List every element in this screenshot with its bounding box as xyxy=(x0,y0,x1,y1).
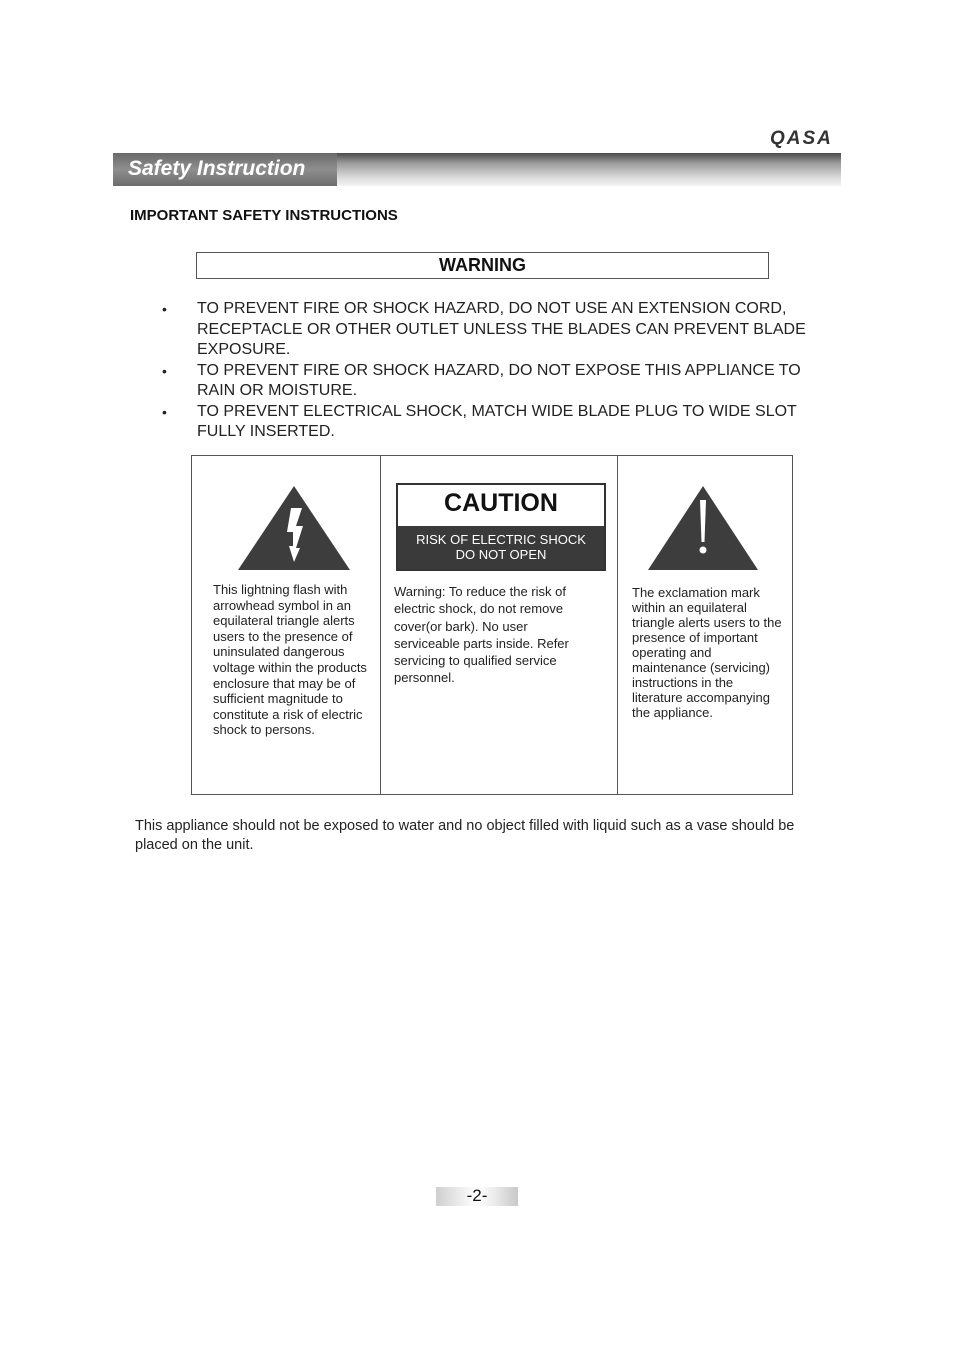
bullet-icon: • xyxy=(162,403,167,420)
caution-band-line: DO NOT OPEN xyxy=(455,547,547,562)
bullet-text: TO PREVENT FIRE OR SHOCK HAZARD, DO NOT EXPOSE THIS APPLIANCE TO RAIN OR MOISTURE. xyxy=(197,361,801,399)
caution-band xyxy=(398,526,604,569)
list-item xyxy=(160,361,820,402)
water-exposure-note: This appliance should not be exposed to water and no object filled with liquid such as a vase should be placed on the unit. xyxy=(135,818,795,853)
safety-bullet-list xyxy=(160,299,820,443)
table-divider xyxy=(617,455,618,795)
bullet-icon: • xyxy=(162,301,167,317)
lightning-triangle-icon xyxy=(236,484,352,572)
bullet-text: TO PREVENT ELECTRICAL SHOCK, MATCH WIDE BLADE PLUG TO WIDE SLOT FULLY INSERTED. xyxy=(197,402,797,440)
bullet-text: TO PREVENT FIRE OR SHOCK HAZARD, DO NOT USE AN EXTENSION CORD, RECEPTACLE OR OTHER OUTLET UNLESS THE BLADES CAN PREVENT BLADE EXPOSURE. xyxy=(197,300,806,358)
page-number: -2- xyxy=(466,1186,488,1205)
table-divider xyxy=(380,455,381,795)
exclamation-description: The exclamation mark within an equilateral triangle alerts users to the presence of important operating and maintenance (servicing) instructions in the literature accompanying the appliance. xyxy=(632,585,782,720)
section-title: Safety Instruction xyxy=(128,157,306,180)
caution-description: Warning: To reduce the risk of electric shock, do not remove cover(or bark). No user serviceable parts inside. Refer servicing to qualified service personnel. xyxy=(394,584,569,686)
subheading: IMPORTANT SAFETY INSTRUCTIONS xyxy=(130,207,398,224)
lightning-description: This lightning flash with arrowhead symbol in an equilateral triangle alerts users to the presence of uninsulated dangerous voltage within the products enclosure that may be of sufficient magnitude to constitute a risk of electric shock to persons. xyxy=(213,582,367,738)
caution-title: CAUTION xyxy=(444,489,558,517)
bullet-icon: • xyxy=(162,362,167,379)
warning-box xyxy=(196,252,769,279)
warning-label: WARNING xyxy=(439,255,526,275)
caution-label xyxy=(396,483,606,571)
list-item xyxy=(160,299,820,361)
caution-band-line: RISK OF ELECTRIC SHOCK xyxy=(416,532,586,547)
list-item xyxy=(160,402,820,443)
brand-logo: QASA xyxy=(770,128,833,149)
exclamation-triangle-icon xyxy=(646,484,760,572)
